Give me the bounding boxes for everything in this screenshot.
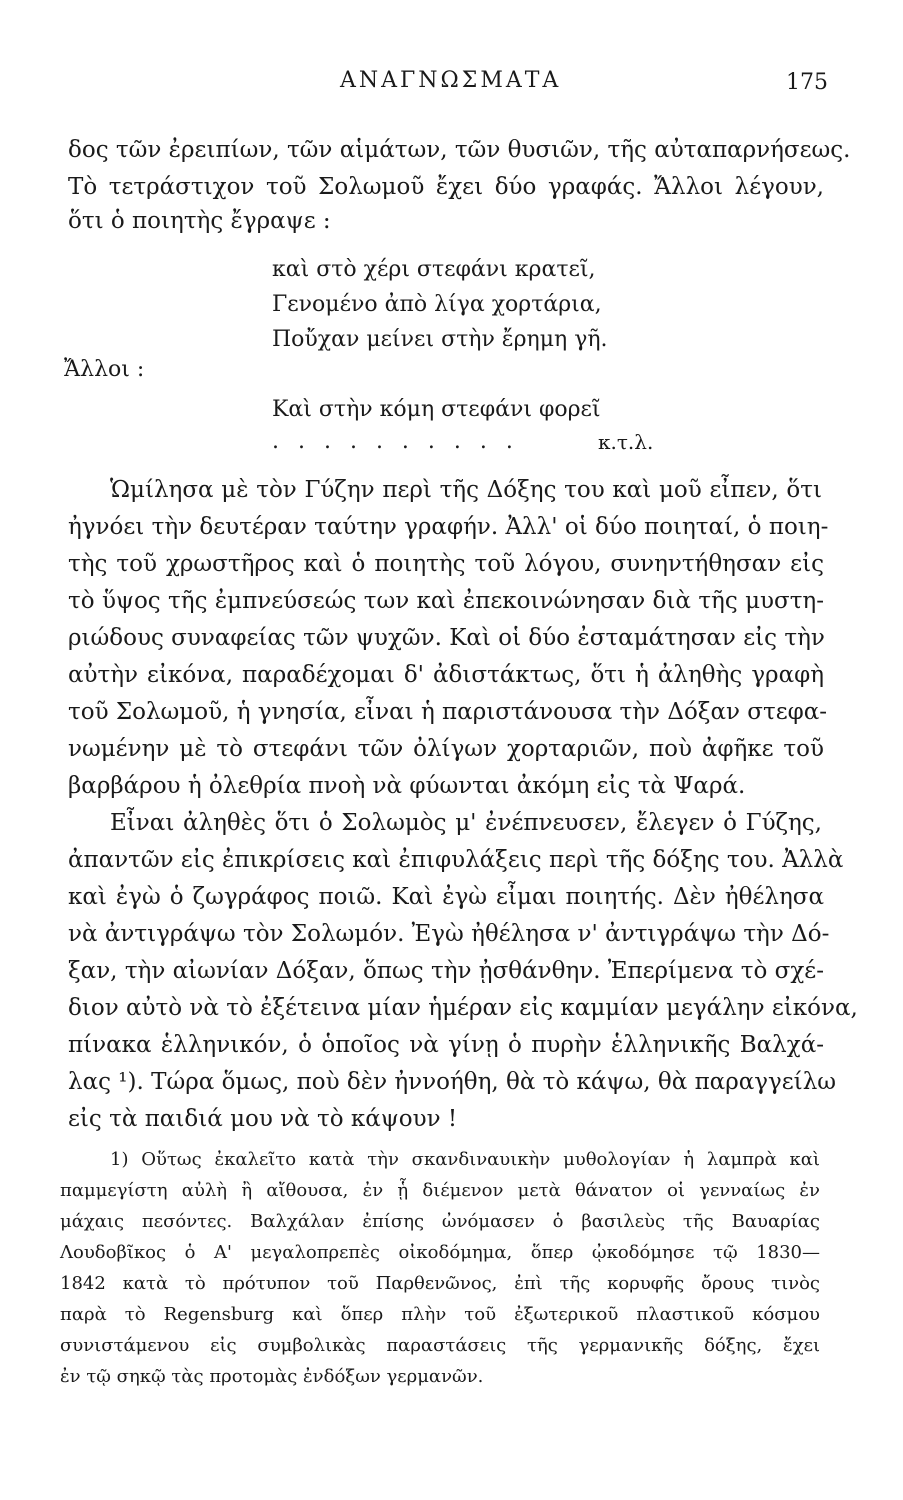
alloi-label: Ἄλλοι :: [64, 357, 145, 382]
footnote-line: ἐν τῷ σηκῷ τὰς προτομὰς ἐνδόξων γερμανῶν.: [60, 1366, 484, 1387]
text-line: τὸ ὕψος τῆς ἐμπνεύσεώς των καὶ ἐπεκοινώνησαν διὰ τῆς μυστη-: [68, 588, 824, 614]
text-line: διον αὐτὸ νὰ τὸ ἐξέτεινα μίαν ἡμέραν εἰς καμμίαν μεγάλην εἰκόνα,: [68, 995, 858, 1021]
text-line: τὴς τοῦ χρωστῆρος καὶ ὁ ποιητὴς τοῦ λόγου, συνηντήθησαν εἰς: [68, 551, 824, 577]
text-line: δος τῶν ἐρειπίων, τῶν αἱμάτων, τῶν θυσιῶν, τῆς αὐταπαρνήσεως.: [68, 137, 851, 163]
footnote-line: παρὰ τὸ Regensburg καὶ ὅπερ πλὴν τοῦ ἐξωτερικοῦ πλαστικοῦ κόσμου: [60, 1304, 820, 1325]
text-line: τοῦ Σολωμοῦ, ἡ γνησία, εἶναι ἡ παριστάνουσα τὴν Δόξαν στεφα-: [68, 699, 828, 725]
text-line: Τὸ τετράστιχον τοῦ Σολωμοῦ ἔχει δύο γραφάς. Ἄλλοι λέγουν,: [68, 174, 824, 200]
text-line: εἰς τὰ παιδιά μου νὰ τὸ κάψουν !: [68, 1106, 458, 1132]
text-line: αὐτὴν εἰκόνα, παραδέχομαι δ' ἀδιστάκτως, ὅτι ἡ ἀληθὴς γραφὴ: [68, 662, 824, 688]
footnote-line: 1842 κατὰ τὸ πρότυπον τοῦ Παρθενῶνος, ἐπὶ τῆς κορυφῆς ὄρους τινὸς: [60, 1273, 820, 1294]
footnote-line: 1) Οὕτως ἐκαλεῖτο κατὰ τὴν σκανδιναυικὴν μυθολογίαν ἡ λαμπρὰ καὶ: [110, 1149, 820, 1170]
text-line: Εἶναι ἀληθὲς ὅτι ὁ Σολωμὸς μ' ἐνέπνευσεν, ἔλεγεν ὁ Γύζης,: [110, 810, 822, 836]
text-line: πίνακα ἑλληνικόν, ὁ ὁποῖος νὰ γίνῃ ὁ πυρὴν ἑλληνικῆς Βαλχά-: [68, 1032, 824, 1058]
footnote-line: Λουδοβῖκος ὁ Α' μεγαλοπρεπὲς οἰκοδόμημα, ὅπερ ᾠκοδόμησε τῷ 1830—: [60, 1242, 820, 1263]
page-number: 175: [786, 70, 828, 95]
text-line: ριώδους συναφείας τῶν ψυχῶν. Καὶ οἱ δύο ἐσταμάτησαν εἰς τὴν: [68, 625, 825, 651]
text-line: ξαν, τὴν αἰωνίαν Δόξαν, ὅπως τὴν ᾐσθάνθην. Ἐπερίμενα τὸ σχέ-: [68, 958, 824, 984]
footnote-line: παμμεγίστη αὐλὴ ἢ αἴθουσα, ἐν ᾗ διέμενον μετὰ θάνατον οἱ γενναίως ἐν: [60, 1180, 820, 1201]
verse-line: Καὶ στὴν κόμη στεφάνι φορεῖ: [272, 397, 601, 422]
text-line: λας ¹). Τώρα ὅμως, ποὺ δὲν ἠννοήθη, θὰ τὸ κάψω, θὰ παραγγείλω: [68, 1069, 837, 1095]
text-line: καὶ ἐγὼ ὁ ζωγράφος ποιῶ. Καὶ ἐγὼ εἶμαι ποιητής. Δὲν ἠθέλησα: [68, 884, 824, 910]
verse-line: Γενομένο ἀπὸ λίγα χορτάρια,: [272, 292, 602, 317]
page-header: [0, 68, 903, 102]
text-line: νὰ ἀντιγράψω τὸν Σολωμόν. Ἐγὼ ἠθέλησα ν' ἀντιγράψω τὴν Δό-: [68, 921, 830, 947]
running-title: ΑΝΑΓΝΩΣΜΑΤΑ: [340, 68, 562, 93]
text-line: Ὡμίλησα μὲ τὸν Γύζην περὶ τῆς Δόξης του καὶ μοῦ εἶπεν, ὅτι: [110, 477, 822, 503]
text-line: ὅτι ὁ ποιητὴς ἔγραψε :: [68, 208, 331, 234]
verse-line: Ποὔχαν μείνει στὴν ἔρημη γῆ.: [272, 327, 608, 352]
ellipsis-dots: . . . . . . . . . .: [272, 429, 519, 454]
verse-line: καὶ στὸ χέρι στεφάνι κρατεῖ,: [272, 257, 596, 282]
footnote-line: συνιστάμενου εἰς συμβολικὰς παραστάσεις τῆς γερμανικῆς δόξης, ἔχει: [60, 1335, 820, 1356]
text-line: βαρβάρου ἡ ὀλεθρία πνοὴ νὰ φύωνται ἀκόμη εἰς τὰ Ψαρά.: [68, 773, 746, 799]
footnote-line: μάχαις πεσόντες. Βαλχάλαν ἐπίσης ὠνόμασεν ὁ βασιλεὺς τῆς Βαυαρίας: [60, 1211, 820, 1232]
ktl-abbrev: κ.τ.λ.: [598, 430, 654, 454]
text-line: ἀπαντῶν εἰς ἐπικρίσεις καὶ ἐπιφυλάξεις περὶ τῆς δόξης του. Ἀλλὰ: [68, 847, 844, 873]
text-line: νωμένην μὲ τὸ στεφάνι τῶν ὀλίγων χορταριῶν, ποὺ ἀφῆκε τοῦ: [68, 736, 824, 762]
text-line: ἠγνόει τὴν δευτέραν ταύτην γραφήν. Ἀλλ' οἱ δύο ποιηταί, ὁ ποιη-: [68, 514, 829, 540]
